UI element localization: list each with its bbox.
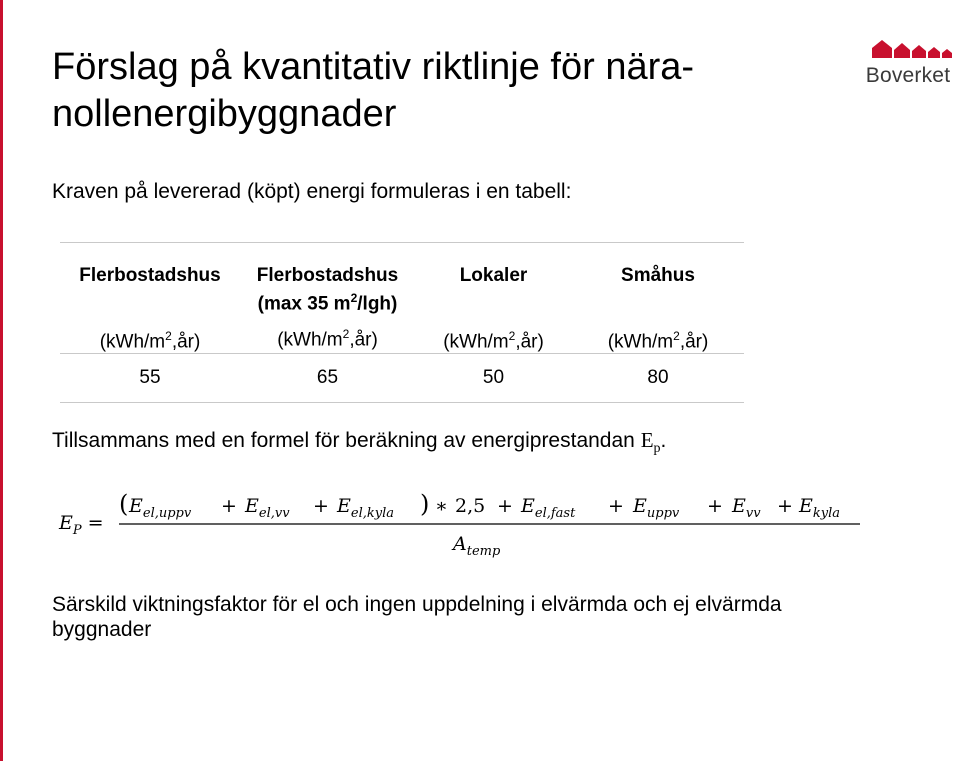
header-name: Flerbostadshus [79,265,221,286]
header-cell-flerbostadshus-small [240,265,415,352]
value-cell: 65 [316,367,339,388]
formula-lhs: $E_P$ = [59,512,104,538]
intro-text: Kraven på levererad (köpt) energi formuleras i en tabell: [52,180,572,203]
formula-intro-label: Tillsammans med en formel för beräkning av energiprestandan [52,429,635,452]
svg-text:+: + [707,495,723,517]
value-cell: 80 [647,367,669,388]
energy-performance-formula [55,482,875,572]
svg-text:∗: ∗ [435,495,448,517]
svg-text:+: + [221,495,237,517]
table-value-row [60,354,744,402]
value-cell: 50 [482,367,505,388]
header-unit: $(kWh/m^2,år)$ [607,329,709,353]
svg-text:Euppv: $E_{uppv}$ [633,495,680,521]
slide-title-line2: nollenergibyggnader [52,93,397,135]
svg-text:+: + [608,495,624,517]
header-name: Flerbostadshus [256,265,399,286]
formula-denominator [451,533,501,559]
svg-text:Eel,vv: $E_{el,vv}$ [245,495,290,521]
header-unit: $(kWh/m^2,år)$ [277,327,378,351]
formula-factor: 2,5 [455,495,486,517]
boverket-house-icon [858,36,958,66]
header-cell-lokaler [415,265,572,353]
svg-text:(: ( [119,490,129,518]
header-subname: (max 35 $m^2/\lg h$) [257,291,398,315]
formula-graphic [55,482,875,572]
footer-text: Särskild viktningsfaktor för el och ingen uppdelning i elvärmda och ej elvärmda byggnader [52,593,782,641]
header-name: Lokaler [459,265,528,286]
formula-intro-text: Tillsammans med en formel för beräkning av energiprestandan $E_p$. [52,428,667,457]
svg-text:Ekyla: $E_{kyla}$ [799,495,841,521]
header-cell-flerbostadshus [60,265,240,353]
header-unit: $(kWh/m^2,år)$ [99,329,201,353]
table-bottom-rule [60,402,744,403]
svg-text:Eel,uppv: $E_{el,uppv}$ [129,495,192,521]
header-unit: $(kWh/m^2,år)$ [443,329,544,353]
ep-symbol: $E_p$ [640,428,661,457]
value-cell: 55 [139,367,161,388]
svg-text:Eel,kyla: $E_{el,kyla}$ [337,495,394,521]
boverket-logo [858,36,958,94]
svg-text:+: + [497,495,513,517]
logo-wordmark: Boverket [865,64,951,87]
svg-text:+: + [777,495,793,517]
header-name: Småhus [621,265,695,286]
header-cell-smahus [572,265,744,353]
svg-text:Atemp: $A_{temp}$ [453,533,501,559]
slide-title-line1: Förslag på kvantitativ riktlinje för nära- [52,46,695,88]
slide-title [52,44,812,138]
formula-numerator [119,490,840,521]
svg-text:Evv: $E_{vv}$ [732,495,761,521]
left-accent-rule [0,0,3,761]
svg-text:Eel,fast: $E_{el,fast}$ [521,495,576,521]
requirements-table [60,242,744,403]
svg-text:+: + [313,495,329,517]
svg-text:): ) [420,490,430,518]
table-header-row [60,243,744,353]
